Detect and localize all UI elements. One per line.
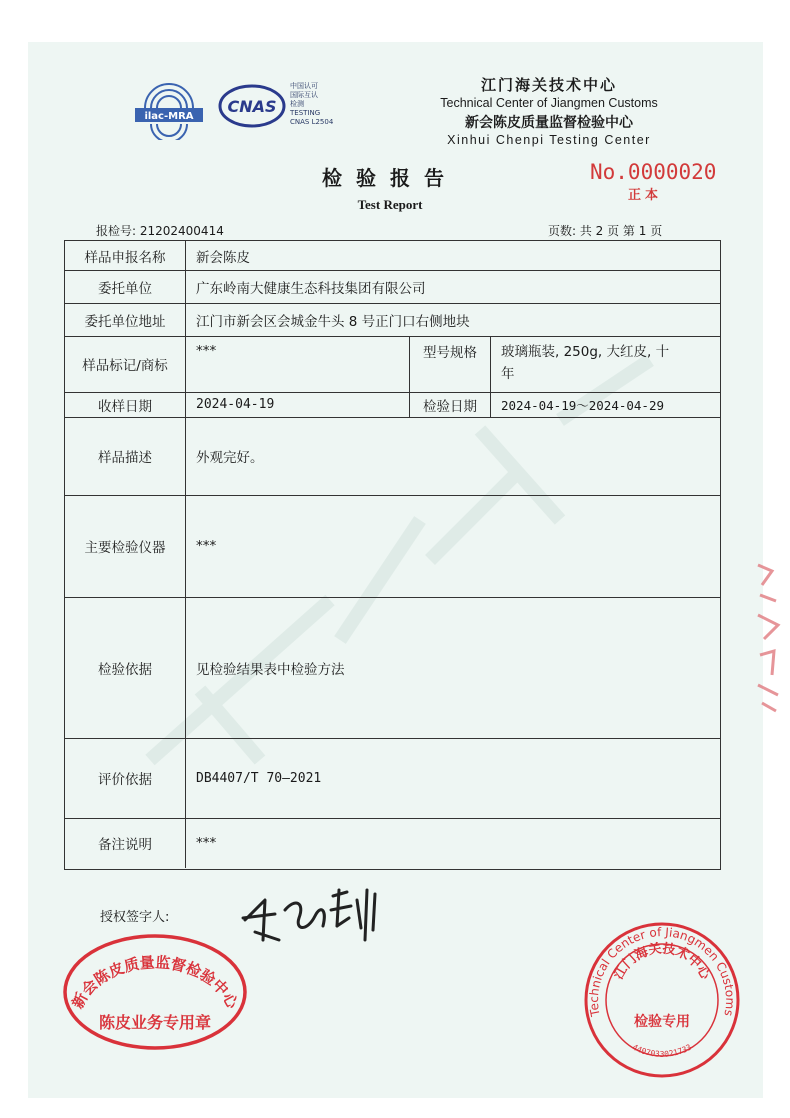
center-name-en: Xinhui Chenpi Testing Center: [447, 133, 651, 147]
description-label: 样品描述: [98, 450, 152, 466]
ilac-mra-logo: [133, 80, 205, 140]
serial-number: No.0000020: [590, 160, 717, 184]
svg-text:新会陈皮质量监督检验中心: 新会陈皮质量监督检验中心: [68, 953, 242, 1012]
customs-inspection-seal: [582, 920, 742, 1080]
received-date-label: 收样日期: [98, 398, 152, 415]
remarks-value: ***: [196, 835, 217, 851]
instrument-label: 主要检验仪器: [84, 540, 166, 556]
evaluation-basis-value: DB4407/T 70—2021: [196, 770, 322, 786]
page-count: 页数: 共 2 页 第 1 页: [548, 224, 663, 238]
received-date-value: 2024-04-19: [196, 397, 275, 412]
sample-mark-value: ***: [196, 343, 217, 359]
instrument-value: ***: [196, 538, 217, 554]
svg-text:江门海关技术中心: 江门海关技术中心: [611, 941, 713, 983]
svg-text:4407033021733: 4407033021733: [630, 1042, 694, 1059]
ilac-logo-text: ilac-MRA: [144, 111, 194, 122]
spec-value-line: 年: [501, 366, 515, 382]
authorized-signatory-label: 授权签字人:: [100, 910, 170, 925]
description-value: 外观完好。: [196, 450, 264, 466]
test-basis-label: 检验依据: [98, 661, 152, 678]
test-basis-value: 见检验结果表中检验方法: [196, 661, 345, 678]
cnas-logo: [218, 82, 286, 130]
report-table: [64, 240, 721, 870]
svg-text:Technical Center of Jiangmen C: Technical Center of Jiangmen Customs: [586, 925, 738, 1018]
spec-value: [501, 341, 716, 391]
client-value: 广东岭南大健康生态科技集团有限公司: [196, 280, 426, 297]
spec-value-line: 玻璃瓶装, 250g, 大红皮, 十: [501, 344, 670, 360]
center-name-zh: 新会陈皮质量监督检验中心: [465, 115, 633, 131]
cnas-line: TESTING: [290, 109, 321, 117]
sample-name-value: 新会陈皮: [196, 249, 250, 266]
cnas-line: 国际互认: [290, 91, 318, 99]
chenpi-business-seal: [60, 930, 250, 1050]
client-label: 委托单位: [98, 280, 152, 297]
handwritten-signature: [235, 870, 405, 950]
client-address-label: 委托单位地址: [84, 313, 166, 330]
title-en: Test Report: [357, 197, 423, 212]
spec-label: 型号规格: [423, 345, 477, 361]
seal-center-text: 陈皮业务专用章: [98, 1013, 212, 1032]
test-date-value: 2024-04-19～2024-04-29: [501, 397, 665, 413]
cnas-line: 检测: [290, 100, 304, 108]
cnas-line: CNAS L2504: [290, 118, 334, 126]
serial-number-block: [590, 160, 730, 203]
evaluation-basis-label: 评价依据: [98, 772, 152, 788]
report-title: [240, 162, 540, 213]
sample-name-label: 样品申报名称: [84, 249, 166, 266]
organization-header: [424, 74, 674, 147]
report-number: 报检号: 21202400414: [96, 224, 224, 238]
org-name-en: Technical Center of Jiangmen Customs: [440, 96, 658, 110]
cnas-accreditation-text: [290, 82, 350, 127]
test-date-label: 检验日期: [423, 398, 477, 415]
cnas-logo-text: CNAS: [227, 97, 277, 116]
org-name-zh: 江门海关技术中心: [480, 76, 617, 94]
title-zh: 检验报告: [322, 166, 458, 190]
remarks-label: 备注说明: [98, 837, 152, 853]
seal-center-text: 检验专用: [634, 1014, 690, 1030]
client-address-value: 江门市新会区会城金牛头 8 号正门口右侧地块: [196, 313, 470, 330]
original-copy-label: 正本: [628, 188, 663, 203]
sample-mark-label: 样品标记/商标: [82, 358, 168, 374]
edge-seal-fragment: [752, 555, 790, 715]
cnas-line: 中国认可: [290, 82, 318, 90]
